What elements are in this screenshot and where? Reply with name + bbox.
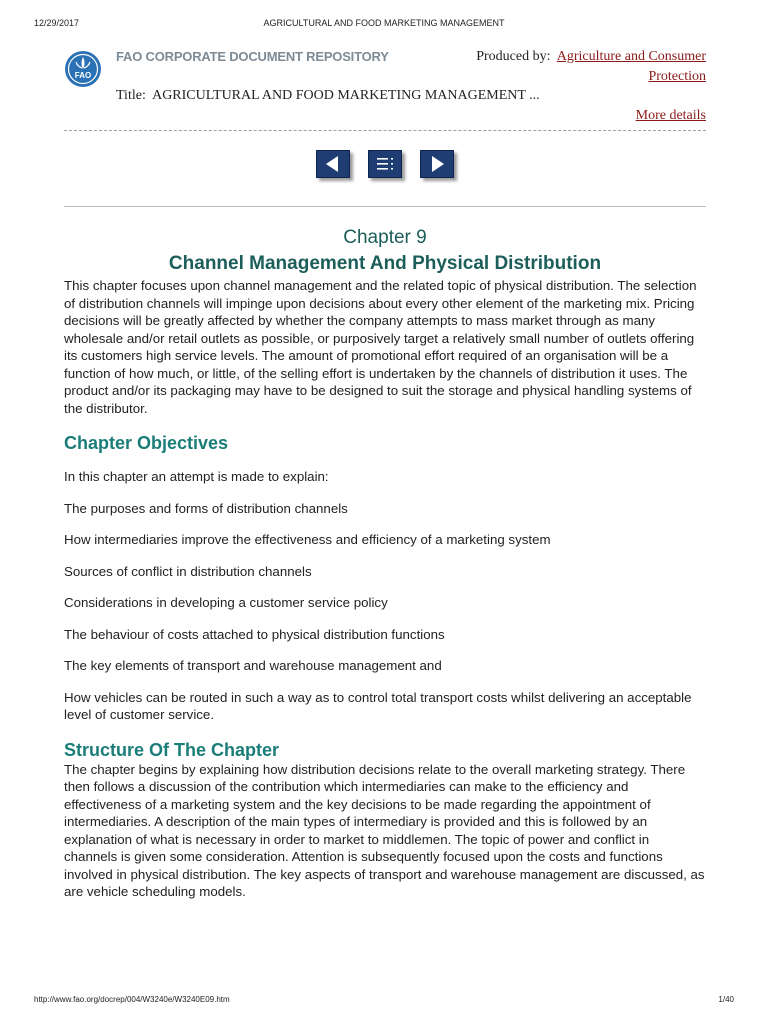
- more-details-link[interactable]: More details: [635, 108, 706, 123]
- print-doc-title: AGRICULTURAL AND FOOD MARKETING MANAGEMENT: [263, 18, 505, 28]
- produced-by-link[interactable]: Agriculture and Consumer Protection: [556, 49, 706, 84]
- table-of-contents-button[interactable]: [368, 150, 402, 178]
- fao-logo-icon: [64, 50, 102, 88]
- next-chapter-button[interactable]: [420, 150, 454, 178]
- page-content: [64, 40, 706, 901]
- list-item: Sources of conflict in distribution channels: [64, 563, 312, 579]
- print-footer: [34, 995, 734, 1007]
- list-item: Considerations in developing a customer service policy: [64, 595, 388, 610]
- table-of-contents-icon: [369, 151, 401, 177]
- title-label: Title:: [116, 88, 146, 103]
- chapter-intro: This chapter focuses upon channel management and the related topic of physical distribution. The selection of distribution channels will impinge upon decisions about every other element of the marketing mix. Pricing decisions will be greatly affected by whether the company attempts to mass market through as many wholesale and/or retail outlets as possible, or purposively target a relatively small number of outlets offering its customers high service levels. The amount of promotional effort required of an organisation will be a function of how much, or little, of the selling effort is undertaken by the channels of distribution it uses. The product and/or its packaging may have to be designed to suit the storage and physical handling systems of the distributor.: [64, 278, 697, 416]
- list-item: How vehicles can be routed in such a way as to control total transport costs whilst delivering an acceptable level of customer service.: [64, 689, 692, 722]
- repository-name: FAO CORPORATE DOCUMENT REPOSITORY: [116, 49, 389, 64]
- chapter-navigation: [64, 150, 706, 206]
- list-item: The behaviour of costs attached to physical distribution functions: [64, 626, 445, 642]
- title-value: AGRICULTURAL AND FOOD MARKETING MANAGEMENT ...: [152, 88, 540, 103]
- produced-by-label: Produced by:: [476, 49, 551, 64]
- document-title-line: [116, 88, 540, 104]
- arrow-right-icon: [421, 151, 453, 177]
- list-item: The purposes and forms of distribution channels: [64, 500, 348, 516]
- repository-header: [64, 40, 706, 134]
- more-details: [636, 108, 706, 124]
- page-number: 1/40: [718, 995, 734, 1004]
- objectives-list: [64, 468, 706, 724]
- chapter-title: Channel Management And Physical Distribution: [168, 253, 602, 274]
- objectives-heading: Chapter Objectives: [64, 433, 229, 453]
- structure-text: The chapter begins by explaining how distribution decisions relate to the overall marketing strategy. There then follows a discussion of the contribution which intermediaries can make to the efficiency and effectiveness of a marketing system and the key decisions to be made regarding the appointment of intermediaries. A description of the main types of intermediary is provided and this is followed by an explanation of what is necessary in order to market to middlemen. The topic of power and conflict in channels is given some consideration. Attention is subsequently focused upon the costs and functions involved in physical distribution. The key aspects of transport and warehouse management are discussed, as are vehicle scheduling models.: [64, 761, 705, 899]
- dashed-divider: [64, 130, 706, 131]
- list-item: The key elements of transport and warehouse management and: [64, 658, 442, 673]
- list-item: How intermediaries improve the effectiveness and efficiency of a marketing system: [64, 532, 551, 547]
- list-item: In this chapter an attempt is made to explain:: [64, 469, 329, 484]
- chapter-heading: [64, 225, 706, 277]
- chapter-number: Chapter 9: [343, 227, 427, 248]
- produced-by: [446, 47, 706, 87]
- horizontal-rule: [64, 206, 706, 207]
- svg-text:FAO: FAO: [74, 71, 92, 80]
- structure-heading: Structure Of The Chapter: [64, 739, 280, 760]
- previous-chapter-button[interactable]: [316, 150, 350, 178]
- print-url: http://www.fao.org/docrep/004/W3240e/W3240E09.htm: [34, 995, 230, 1004]
- print-header: [34, 18, 734, 30]
- print-date: 12/29/2017: [34, 18, 80, 28]
- arrow-left-icon: [317, 151, 349, 177]
